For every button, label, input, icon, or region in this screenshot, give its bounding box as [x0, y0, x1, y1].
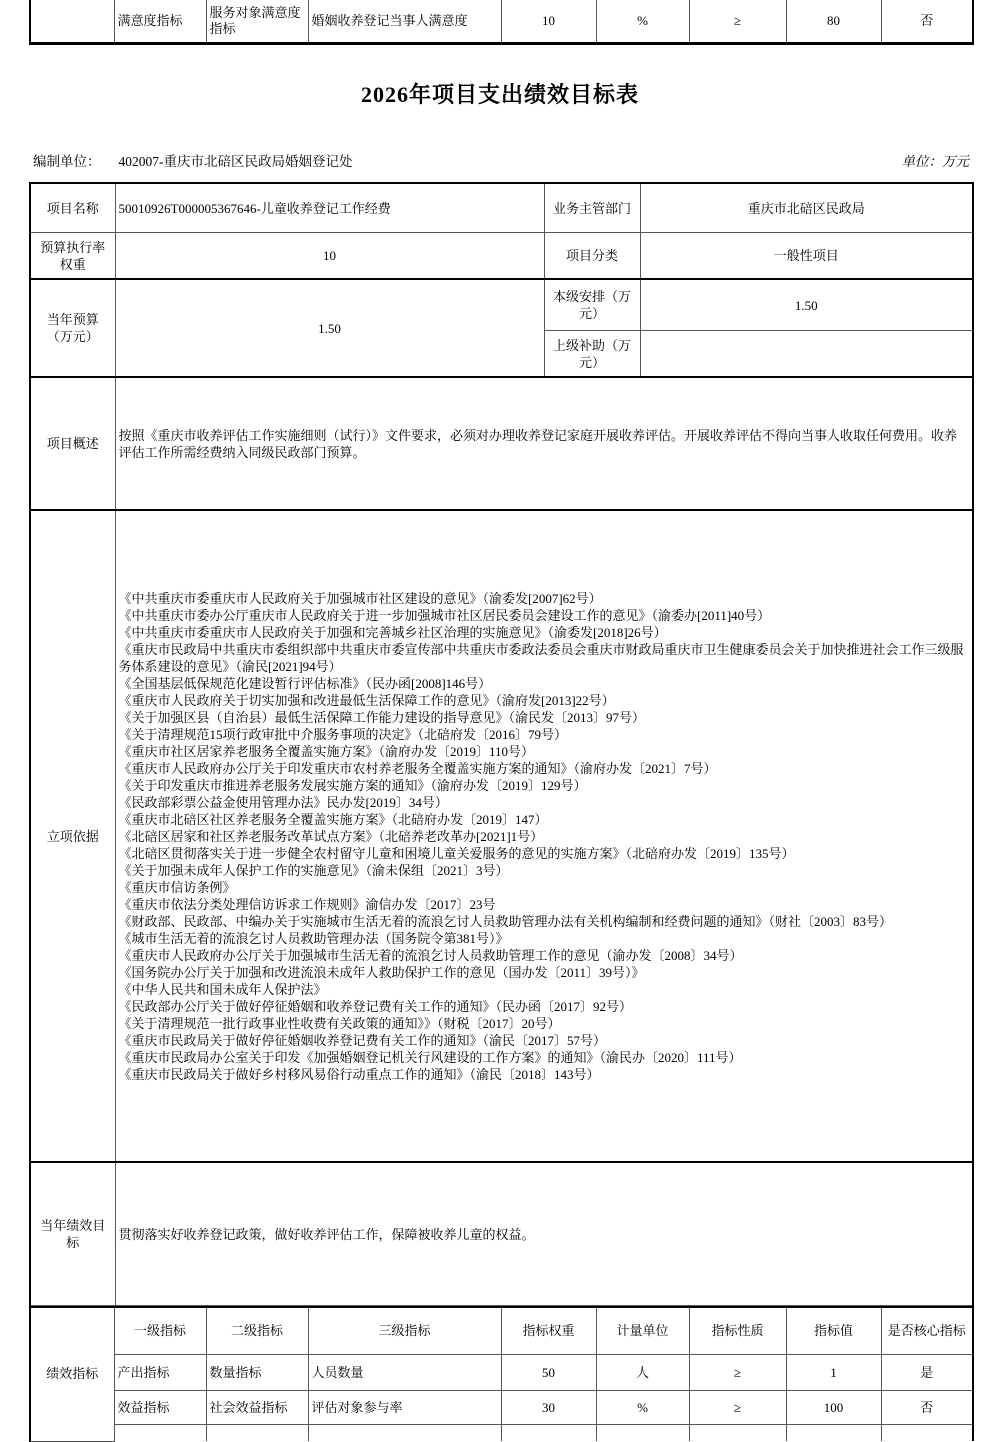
level2-indicator-cell: 社会效益指标 [206, 1391, 308, 1425]
basis-line: 《重庆市民政局关于做好乡村移风易俗行动重点工作的通知》（渝民〔2018〕143号） [118, 1066, 600, 1082]
level3-indicator-cell: 人员数量 [308, 1355, 501, 1391]
annual-goal-value: 贯彻落实好收养登记政策，做好收养评估工作，保障被收养儿童的权益。 [115, 1162, 973, 1306]
indicator-weight-cell: 10 [501, 0, 596, 44]
filler-cell [308, 1425, 501, 1442]
indicator-col-header: 计量单位 [596, 1307, 689, 1355]
overview-row [30, 377, 973, 510]
indicator-col-header: 指标值 [786, 1307, 881, 1355]
filler-cell [881, 1425, 973, 1442]
indicator-row-continuation [30, 1425, 973, 1442]
basis-line: 《重庆市人民政府关于切实加强和改进最低生活保障工作的意见》（渝府发[2013]22号） [118, 692, 615, 708]
indicator-row-benefit [30, 1391, 973, 1425]
satisfaction-indicator-row [30, 0, 973, 44]
overview-label: 项目概述 [30, 377, 115, 510]
measure-unit-cell: 人 [596, 1355, 689, 1391]
indicator-nature-cell: ≥ [689, 0, 786, 44]
indicator-col-header: 指标性质 [689, 1307, 786, 1355]
budget-row-local [30, 279, 973, 331]
indicator-col-header: 指标权重 [501, 1307, 596, 1355]
filler-cell [596, 1425, 689, 1442]
project-info-table [29, 182, 974, 1306]
basis-line: 《关于清理规范一批行政事业性收费有关政策的通知》》（财税〔2017〕20号） [118, 1015, 561, 1031]
basis-line: 《重庆市社区居家养老服务全覆盖实施方案》（渝府办发〔2019〕110号） [118, 743, 535, 759]
indicator-weight-cell: 30 [501, 1391, 596, 1425]
basis-line: 《关于加强未成年人保护工作的实施意见》（渝未保组〔2021〕3号） [118, 862, 509, 878]
level1-indicator-cell: 满意度指标 [114, 0, 206, 44]
exec-rate-row [30, 233, 973, 280]
annual-goal-label: 当年绩效目标 [30, 1162, 115, 1306]
overview-value: 按照《重庆市收养评估工作实施细则（试行）》文件要求，必须对办理收养登记家庭开展收养评估。开展收养评估不得向当事人收取任何费用。收养评估工作所需经费纳入同级民政部门预算。 [115, 377, 973, 510]
dept-label: 业务主管部门 [544, 183, 640, 233]
basis-line: 《关于印发重庆市推进养老服务发展实施方案的通知》（渝府办发〔2019〕129号） [118, 777, 587, 793]
basis-line: 《城市生活无着的流浪乞讨人员救助管理办法（国务院令第381号）》 [118, 930, 509, 946]
indicator-col-header: 三级指标 [308, 1307, 501, 1355]
local-arrangement-label: 本级安排（万元） [544, 279, 640, 331]
level1-indicator-cell: 产出指标 [114, 1355, 206, 1391]
annual-goal-row [30, 1162, 973, 1306]
project-name-label: 项目名称 [30, 183, 115, 233]
basis-line: 《民政部彩票公益金使用管理办法》民办发[2019〕34号） [118, 794, 448, 810]
indicator-weight-cell: 50 [501, 1355, 596, 1391]
indicator-col-header: 二级指标 [206, 1307, 308, 1355]
basis-row [30, 510, 973, 1162]
basis-line: 《北碚区居家和社区养老服务改革试点方案》（北碚养老改革办[2021]1号） [118, 828, 544, 844]
basis-line: 《中共重庆市委重庆市人民政府关于加强城市社区建设的意见》（渝委发[2007]62号） [118, 590, 602, 606]
level3-indicator-cell: 婚姻收养登记当事人满意度 [308, 0, 501, 44]
basis-line: 《重庆市北碚区社区养老服务全覆盖实施方案》（北碚府办发〔2019〕147） [118, 811, 548, 827]
indicator-nature-cell: ≥ [689, 1355, 786, 1391]
basis-line: 《国务院办公厅关于加强和改进流浪未成年人救助保护工作的意见（国办发〔2011〕39号）》 [118, 964, 645, 980]
indicator-row-output [30, 1355, 973, 1391]
subsidy-value [640, 331, 973, 378]
basis-line: 《中共重庆市委重庆市人民政府关于加强和完善城乡社区治理的实施意见》（渝委发[2018]26号） [118, 624, 667, 640]
indicators-section-label: 绩效指标 [30, 1307, 114, 1441]
filler-cell [206, 1425, 308, 1442]
budget-label: 当年预算（万元） [30, 279, 115, 377]
level2-indicator-cell: 数量指标 [206, 1355, 308, 1391]
currency-unit-note: 单位：万元 [901, 154, 969, 169]
measure-unit-cell: % [596, 1391, 689, 1425]
dept-value: 重庆市北碚区民政局 [640, 183, 973, 233]
meta-line [29, 150, 971, 168]
core-indicator-cell: 否 [881, 1391, 973, 1425]
exec-rate-value: 10 [115, 233, 544, 280]
compiling-org-label: 编制单位： [33, 154, 101, 169]
basis-line: 《全国基层低保规范化建设暂行评估标准》（民办函[2008]146号） [118, 675, 492, 691]
indicator-value-cell: 80 [786, 0, 881, 44]
level1-indicator-cell: 效益指标 [114, 1391, 206, 1425]
basis-line: 《关于加强区县（自治县）最低生活保障工作能力建设的指导意见》（渝民发〔2013〕97号） [118, 709, 646, 725]
performance-indicators-table [29, 1306, 974, 1442]
previous-indicator-table [29, 0, 974, 45]
basis-line: 《关于清理规范15项行政审批中介服务事项的决定》（北碚府发〔2016〕79号） [118, 726, 568, 742]
basis-line: 《财政部、民政部、中编办关于实施城市生活无着的流浪乞讨人员救助管理办法有关机构编制和经费问题的通知》（财社〔2003〕83号） [118, 913, 893, 929]
indicator-value-cell: 100 [786, 1391, 881, 1425]
indicator-header-row [30, 1307, 973, 1355]
compiling-org [33, 150, 353, 170]
project-name-value: 50010926T000005367646-儿童收养登记工作经费 [115, 183, 544, 233]
measure-unit-cell: % [596, 0, 689, 44]
filler-cell [114, 1425, 206, 1442]
basis-line: 《中华人民共和国未成年人保护法》 [118, 981, 327, 997]
basis-line: 《重庆市人民政府办公厅关于印发重庆市农村养老服务全覆盖实施方案的通知》（渝府办发〔2021〕7号） [118, 760, 717, 776]
indicator-value-cell: 1 [786, 1355, 881, 1391]
subsidy-label: 上级补助（万元） [544, 331, 640, 378]
exec-rate-label: 预算执行率权重 [30, 233, 115, 280]
basis-line: 《重庆市民政局办公室关于印发《加强婚姻登记机关行风建设的工作方案》的通知》（渝民办〔2020〕111号） [118, 1049, 742, 1065]
basis-label: 立项依据 [30, 510, 115, 1162]
basis-line: 《中共重庆市委办公厅重庆市人民政府关于进一步加强城市社区居民委员会建设工作的意见》（渝委办[2011]40号） [118, 607, 771, 623]
basis-line: 《重庆市人民政府办公厅关于加强城市生活无着的流浪乞讨人员救助管理工作的意见（渝办发〔2008〕34号） [118, 947, 743, 963]
basis-line: 《北碚区贯彻落实关于进一步健全农村留守儿童和困境儿童关爱服务的意见的实施方案》（北碚府办发〔2019〕135号） [118, 845, 795, 861]
category-label: 项目分类 [544, 233, 640, 280]
basis-line: 《重庆市依法分类处理信访诉求工作规则》渝信办发〔2017〕23号 [118, 896, 496, 912]
basis-line: 《重庆市民政局中共重庆市委组织部中共重庆市委宣传部中共重庆市委政法委员会重庆市财政局重庆市卫生健康委员会关于加快推进社会工作三级服务体系建设的意见》（渝民[2021]94号） [118, 641, 964, 674]
compiling-org-value: 402007-重庆市北碚区民政局婚姻登记处 [118, 154, 353, 169]
level2-indicator-cell: 服务对象满意度指标 [206, 0, 308, 44]
budget-value: 1.50 [115, 279, 544, 377]
core-indicator-cell: 是 [881, 1355, 973, 1391]
indicator-col-header: 是否核心指标 [881, 1307, 973, 1355]
indicator-group-cell [30, 0, 114, 44]
basis-line: 《重庆市信访条例》 [118, 879, 236, 895]
indicator-nature-cell: ≥ [689, 1391, 786, 1425]
level3-indicator-cell: 评估对象参与率 [308, 1391, 501, 1425]
filler-cell [786, 1425, 881, 1442]
filler-cell [689, 1425, 786, 1442]
core-indicator-cell: 否 [881, 0, 973, 44]
basis-value [115, 510, 973, 1162]
local-arrangement-value: 1.50 [640, 279, 973, 331]
project-name-row [30, 183, 973, 233]
basis-line: 《民政部办公厅关于做好停征婚姻和收养登记费有关工作的通知》（民办函〔2017〕92号） [118, 998, 633, 1014]
basis-line-list [119, 590, 970, 1083]
indicator-col-header: 一级指标 [114, 1307, 206, 1355]
filler-cell [501, 1425, 596, 1442]
page-title: 2026年项目支出绩效目标表 [360, 82, 639, 107]
basis-line: 《重庆市民政局关于做好停征婚姻收养登记费有关工作的通知》（渝民〔2017〕57号） [118, 1032, 607, 1048]
category-value: 一般性项目 [640, 233, 973, 280]
